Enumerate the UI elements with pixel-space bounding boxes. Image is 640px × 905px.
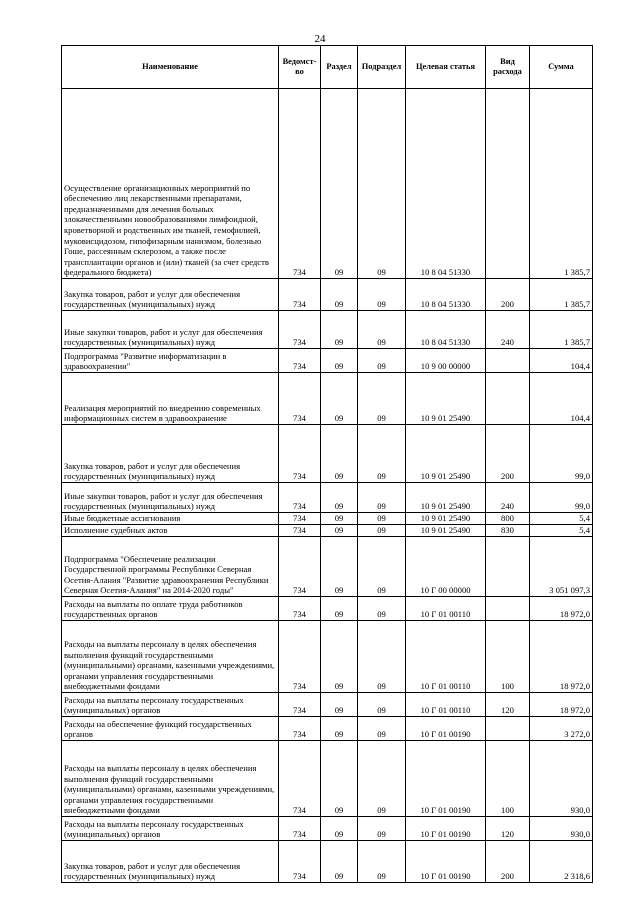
row-section-cell: 09	[321, 525, 358, 537]
table-row	[62, 741, 593, 817]
row-section-cell: 09	[321, 311, 358, 349]
row-name-cell: Иные закупки товаров, работ и услуг для обеспечения государственных (муниципальных) нужд	[62, 311, 279, 349]
row-expense-type-cell	[486, 597, 530, 621]
row-section-cell: 09	[321, 817, 358, 841]
row-name-cell: Подпрограмма "Обеспечение реализации Государственной программы Республики Северная Осетия-Алания "Развитие здравоохранения Республики Северная Осетия-Алания" на 2014-2020 годы"	[62, 537, 279, 597]
table-row	[62, 349, 593, 373]
row-expense-type-cell	[486, 373, 530, 425]
row-name-cell: Расходы на выплаты персоналу государственных (муниципальных) органов	[62, 693, 279, 717]
row-subsection-cell: 09	[358, 693, 406, 717]
row-amount-cell: 18 972,0	[530, 597, 593, 621]
row-amount-cell: 18 972,0	[530, 621, 593, 693]
row-department-cell: 734	[279, 89, 321, 279]
row-section-cell: 09	[321, 841, 358, 883]
row-section-cell: 09	[321, 597, 358, 621]
row-subsection-cell: 09	[358, 483, 406, 513]
row-subsection-cell: 09	[358, 621, 406, 693]
row-expense-type-cell: 240	[486, 483, 530, 513]
table-row	[62, 537, 593, 597]
row-department-cell: 734	[279, 693, 321, 717]
header-target-article: Целевая статья	[406, 46, 486, 89]
row-section-cell: 09	[321, 349, 358, 373]
row-target-article-cell: 10 Г 01 00110	[406, 621, 486, 693]
table-row	[62, 525, 593, 537]
row-amount-cell: 930,0	[530, 741, 593, 817]
row-name-cell: Расходы на обеспечение функций государственных органов	[62, 717, 279, 741]
header-department: Ведомст-во	[279, 46, 321, 89]
row-department-cell: 734	[279, 621, 321, 693]
row-expense-type-cell: 240	[486, 311, 530, 349]
row-amount-cell: 3 272,0	[530, 717, 593, 741]
row-subsection-cell: 09	[358, 89, 406, 279]
row-expense-type-cell: 200	[486, 841, 530, 883]
table-row	[62, 717, 593, 741]
row-amount-cell: 5,4	[530, 513, 593, 525]
row-target-article-cell: 10 8 04 51330	[406, 279, 486, 311]
row-section-cell: 09	[321, 693, 358, 717]
row-expense-type-cell: 100	[486, 621, 530, 693]
table-row	[62, 693, 593, 717]
row-amount-cell: 5,4	[530, 525, 593, 537]
row-name-cell: Осуществление организационных мероприятий по обеспечению лиц лекарственными препаратами, предназначенными для лечения больных злокачественными новообразованиями лимфоидной, кроветворной и родственных им тканей, гемофилией, муковисцидозом, гипофизарным нанизмом, болезнью Гоше, рассеянным склерозом, а также после трансплантации органов и (или) тканей (за счет средств федерального бюджета)	[62, 89, 279, 279]
row-department-cell: 734	[279, 537, 321, 597]
row-subsection-cell: 09	[358, 349, 406, 373]
row-department-cell: 734	[279, 483, 321, 513]
row-section-cell: 09	[321, 483, 358, 513]
row-section-cell: 09	[321, 741, 358, 817]
row-subsection-cell: 09	[358, 279, 406, 311]
row-expense-type-cell: 100	[486, 741, 530, 817]
row-subsection-cell: 09	[358, 311, 406, 349]
row-target-article-cell: 10 9 01 25490	[406, 373, 486, 425]
row-amount-cell: 1 385,7	[530, 279, 593, 311]
row-name-cell: Закупка товаров, работ и услуг для обеспечения государственных (муниципальных) нужд	[62, 425, 279, 483]
row-subsection-cell: 09	[358, 841, 406, 883]
table-row	[62, 597, 593, 621]
row-expense-type-cell: 800	[486, 513, 530, 525]
header-expense-type: Вид расхода	[486, 46, 530, 89]
row-name-cell: Расходы на выплаты персоналу в целях обеспечения выполнения функций государственными (муниципальными) органами, казенными учреждениями, органами управления государственными внебюджетными фондами	[62, 741, 279, 817]
row-target-article-cell: 10 8 04 51330	[406, 89, 486, 279]
row-target-article-cell: 10 Г 00 00000	[406, 537, 486, 597]
row-name-cell: Закупка товаров, работ и услуг для обеспечения государственных (муниципальных) нужд	[62, 279, 279, 311]
header-section: Раздел	[321, 46, 358, 89]
row-expense-type-cell	[486, 717, 530, 741]
table-row	[62, 483, 593, 513]
row-expense-type-cell	[486, 537, 530, 597]
header-name: Наименование	[62, 46, 279, 89]
table-row	[62, 425, 593, 483]
row-target-article-cell: 10 Г 01 00190	[406, 717, 486, 741]
row-section-cell: 09	[321, 425, 358, 483]
page-number: 24	[314, 33, 326, 45]
row-expense-type-cell: 830	[486, 525, 530, 537]
row-subsection-cell: 09	[358, 513, 406, 525]
row-subsection-cell: 09	[358, 597, 406, 621]
row-section-cell: 09	[321, 279, 358, 311]
row-subsection-cell: 09	[358, 373, 406, 425]
row-name-cell: Расходы на выплаты персоналу государственных (муниципальных) органов	[62, 817, 279, 841]
row-name-cell: Расходы на выплаты персоналу в целях обеспечения выполнения функций государственными (муниципальными) органами, казенными учреждениями, органами управления государственными внебюджетными фондами	[62, 621, 279, 693]
table-header-row	[62, 46, 593, 89]
row-department-cell: 734	[279, 373, 321, 425]
table-row	[62, 373, 593, 425]
row-target-article-cell: 10 Г 01 00110	[406, 597, 486, 621]
row-target-article-cell: 10 Г 01 00110	[406, 693, 486, 717]
table-row	[62, 841, 593, 883]
row-amount-cell: 2 318,6	[530, 841, 593, 883]
row-target-article-cell: 10 9 00 00000	[406, 349, 486, 373]
row-amount-cell: 1 385,7	[530, 89, 593, 279]
row-target-article-cell: 10 9 01 25490	[406, 513, 486, 525]
table-row	[62, 279, 593, 311]
row-amount-cell: 99,0	[530, 483, 593, 513]
row-expense-type-cell: 120	[486, 693, 530, 717]
row-expense-type-cell: 120	[486, 817, 530, 841]
table-row	[62, 817, 593, 841]
row-subsection-cell: 09	[358, 537, 406, 597]
row-subsection-cell: 09	[358, 741, 406, 817]
row-name-cell: Исполнение судебных актов	[62, 525, 279, 537]
row-department-cell: 734	[279, 525, 321, 537]
table-row	[62, 621, 593, 693]
row-target-article-cell: 10 8 04 51330	[406, 311, 486, 349]
row-amount-cell: 104,4	[530, 349, 593, 373]
row-amount-cell: 3 051 097,3	[530, 537, 593, 597]
row-section-cell: 09	[321, 537, 358, 597]
row-department-cell: 734	[279, 349, 321, 373]
row-expense-type-cell	[486, 89, 530, 279]
row-department-cell: 734	[279, 817, 321, 841]
table-row	[62, 513, 593, 525]
row-name-cell: Закупка товаров, работ и услуг для обеспечения государственных (муниципальных) нужд	[62, 841, 279, 883]
row-department-cell: 734	[279, 841, 321, 883]
row-department-cell: 734	[279, 597, 321, 621]
row-name-cell: Иные бюджетные ассигнования	[62, 513, 279, 525]
row-subsection-cell: 09	[358, 525, 406, 537]
row-subsection-cell: 09	[358, 425, 406, 483]
row-amount-cell: 1 385,7	[530, 311, 593, 349]
row-target-article-cell: 10 Г 01 00190	[406, 741, 486, 817]
row-department-cell: 734	[279, 717, 321, 741]
row-expense-type-cell	[486, 349, 530, 373]
row-name-cell: Реализация мероприятий по внедрению современных информационных систем в здравоохранение	[62, 373, 279, 425]
row-target-article-cell: 10 Г 01 00190	[406, 841, 486, 883]
row-name-cell: Иные закупки товаров, работ и услуг для обеспечения государственных (муниципальных) нужд	[62, 483, 279, 513]
row-section-cell: 09	[321, 89, 358, 279]
table-row	[62, 311, 593, 349]
row-target-article-cell: 10 9 01 25490	[406, 525, 486, 537]
row-department-cell: 734	[279, 311, 321, 349]
row-section-cell: 09	[321, 513, 358, 525]
row-name-cell: Подпрограмма "Развитие информатизации в здравоохранении"	[62, 349, 279, 373]
row-expense-type-cell: 200	[486, 279, 530, 311]
row-department-cell: 734	[279, 513, 321, 525]
header-subsection: Подраздел	[358, 46, 406, 89]
header-amount: Сумма	[530, 46, 593, 89]
row-subsection-cell: 09	[358, 717, 406, 741]
row-amount-cell: 18 972,0	[530, 693, 593, 717]
row-name-cell: Расходы на выплаты по оплате труда работников государственных органов	[62, 597, 279, 621]
row-target-article-cell: 10 9 01 25490	[406, 425, 486, 483]
row-section-cell: 09	[321, 373, 358, 425]
row-section-cell: 09	[321, 717, 358, 741]
row-target-article-cell: 10 Г 01 00190	[406, 817, 486, 841]
row-department-cell: 734	[279, 279, 321, 311]
row-expense-type-cell: 200	[486, 425, 530, 483]
row-subsection-cell: 09	[358, 817, 406, 841]
row-department-cell: 734	[279, 425, 321, 483]
row-department-cell: 734	[279, 741, 321, 817]
row-target-article-cell: 10 9 01 25490	[406, 483, 486, 513]
row-amount-cell: 104,4	[530, 373, 593, 425]
row-amount-cell: 99,0	[530, 425, 593, 483]
table-row	[62, 89, 593, 279]
row-amount-cell: 930,0	[530, 817, 593, 841]
row-section-cell: 09	[321, 621, 358, 693]
budget-table	[61, 45, 593, 883]
